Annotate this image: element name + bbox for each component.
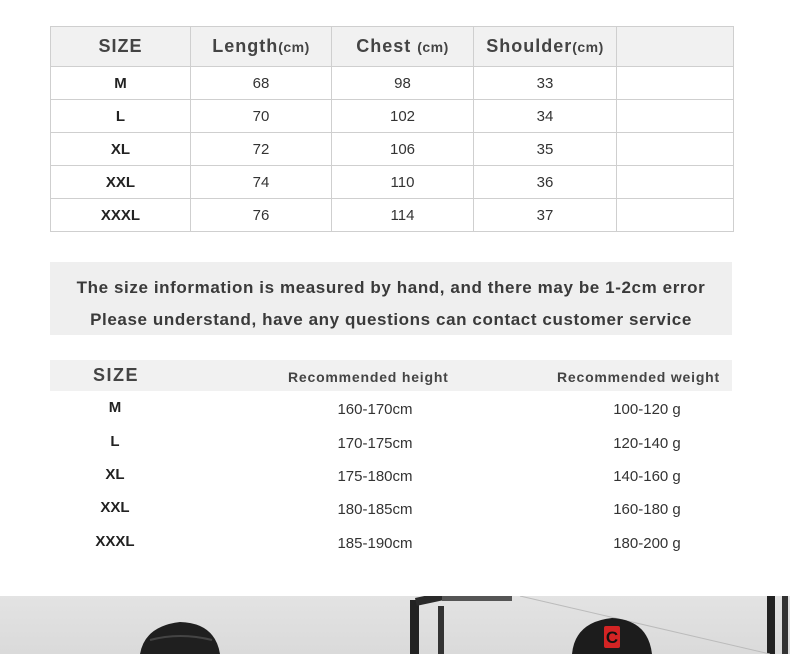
rack-post-inner [438,606,444,654]
size-cell: XL [51,133,191,166]
rec-size: XXL [100,499,130,516]
rec-height: 185-190cm [337,535,413,552]
chest-cell: 98 [332,67,474,100]
length-cell: 68 [191,67,332,100]
length-cell: 74 [191,166,332,199]
table-row [51,67,734,100]
list-item [50,535,732,559]
rack-top-bar [442,596,512,601]
length-cell: 72 [191,133,332,166]
rack-post-left [410,600,419,654]
model-photo [0,596,790,654]
header-chest: Chest (cm) [332,27,474,67]
shoulder-cell: 33 [474,67,617,100]
length-cell: 76 [191,199,332,232]
chest-cell: 102 [332,100,474,133]
rec-header-weight: Recommended weight [557,369,720,385]
chest-cell: 106 [332,133,474,166]
notice-line-2: Please understand, have any questions can contact customer service [90,310,692,329]
shoulder-cell: 36 [474,166,617,199]
rec-weight: 100-120 g [613,401,681,418]
chest-cell: 114 [332,199,474,232]
length-cell: 70 [191,100,332,133]
chest-cell: 110 [332,166,474,199]
shoulder-cell: 37 [474,199,617,232]
rec-weight: 120-140 g [613,435,681,452]
size-cell: L [51,100,191,133]
size-chart-header-row [51,27,734,67]
empty-cell [617,133,734,166]
rec-height: 175-180cm [337,468,413,485]
rec-size: L [110,433,120,450]
size-cell: M [51,67,191,100]
measurement-notice [50,262,732,335]
shoulder-cell: 35 [474,133,617,166]
header-length: Length(cm) [191,27,332,67]
rec-header-height: Recommended height [288,369,449,385]
empty-cell [617,100,734,133]
rack-post-right [767,596,775,654]
table-row [51,199,734,232]
empty-cell [617,67,734,100]
rec-size: XL [105,466,125,483]
size-cell: XXXL [51,199,191,232]
rec-weight: 140-160 g [613,468,681,485]
rec-weight: 180-200 g [613,535,681,552]
list-item [50,468,732,492]
rec-weight: 160-180 g [613,501,681,518]
notice-line-1: The size information is measured by hand, and there may be 1-2cm error [76,278,706,297]
cap-left [140,622,220,654]
header-size: SIZE [51,27,191,67]
rec-height: 160-170cm [337,401,413,418]
size-chart-table [50,26,734,232]
rec-size: M [108,399,122,416]
cap-logo-letter: C [605,628,619,647]
model-photo-illustration [0,596,790,654]
table-row [51,133,734,166]
rec-height: 170-175cm [337,435,413,452]
rec-size: XXXL [95,533,135,550]
empty-cell [617,199,734,232]
table-row [51,166,734,199]
header-shoulder: Shoulder(cm) [474,27,617,67]
recommendation-header [50,360,732,391]
list-item [50,501,732,525]
rec-header-size: SIZE [93,365,140,385]
header-empty [617,27,734,67]
size-cell: XXL [51,166,191,199]
shoulder-cell: 34 [474,100,617,133]
rack-post-right-2 [782,596,788,654]
list-item [50,401,732,425]
empty-cell [617,166,734,199]
list-item [50,435,732,459]
table-row [51,100,734,133]
rec-height: 180-185cm [337,501,413,518]
